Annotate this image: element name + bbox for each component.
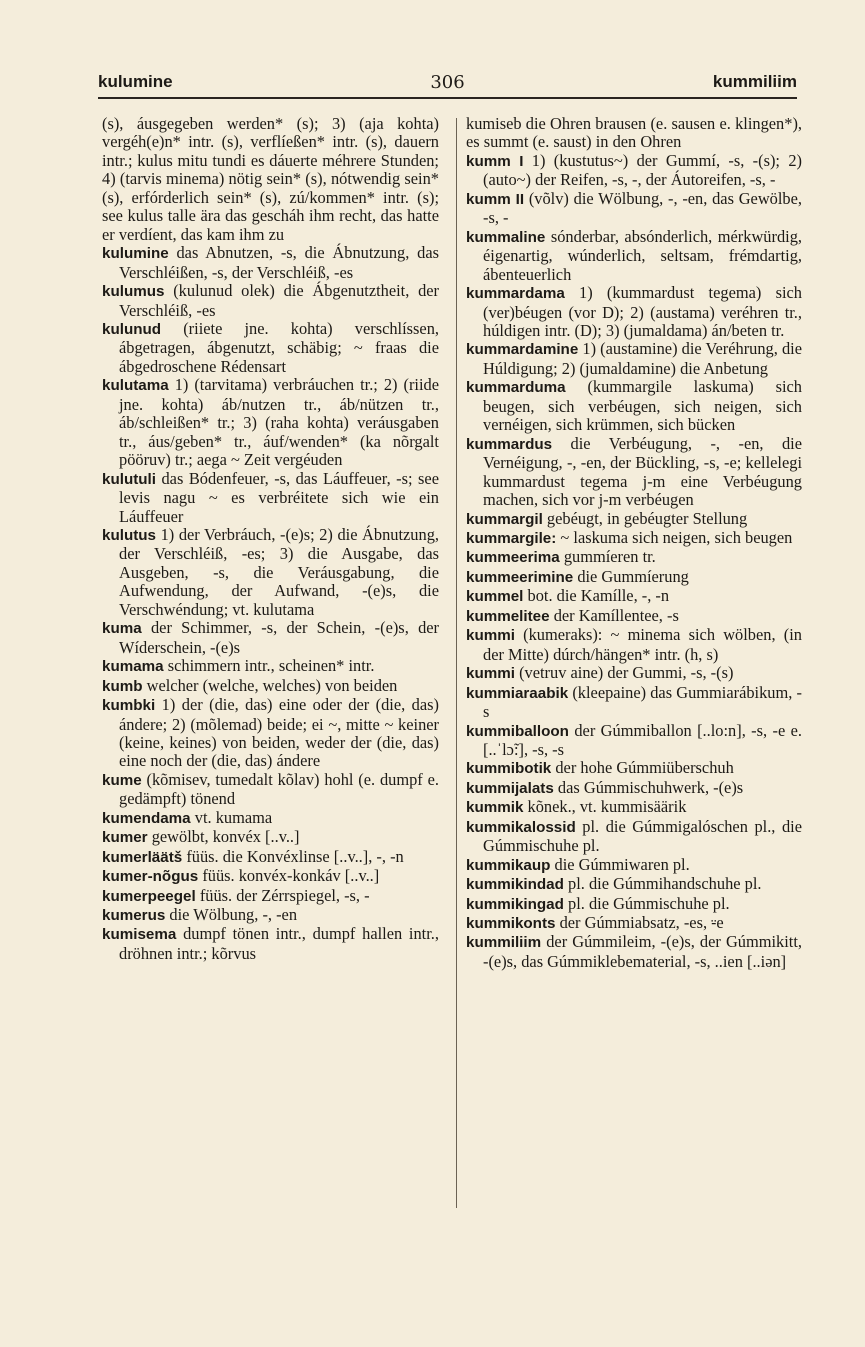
entry-headword: kummaline: [466, 228, 546, 246]
entry-definition: füüs. die Konvéxlinse [..v..], -, -n: [186, 846, 404, 866]
entry-headword: kumbki: [102, 697, 156, 715]
entry-definition: der Gúmmiabsatz, -es, ⸚e: [559, 913, 724, 933]
entry-definition: (kleepaine) das Gummiarábikum, -s: [483, 682, 802, 722]
dictionary-entry: [102, 619, 439, 657]
entry-headword: kulunud: [102, 320, 162, 338]
dictionary-entry: [466, 626, 802, 664]
dictionary-entry: [102, 376, 439, 469]
dictionary-entry: [466, 228, 802, 284]
entry-definition: (vetruv aine) der Gummi, -s, -(s): [519, 663, 734, 683]
entry-definition: ~ laskuma sich neigen, sich beugen: [560, 527, 793, 547]
entry-headword: kulutus: [102, 526, 157, 544]
dictionary-entry: [102, 696, 439, 771]
dictionary-entry: [102, 867, 439, 886]
dictionary-entry: [466, 529, 802, 548]
entry-definition: 1) (kummardust tegema) sich (ver)béugen (vor D); 2) (austama) veréhren tr., húldigen intr. (D); 3) (jumaldama) án/beten tr.: [483, 283, 802, 340]
entry-definition: gebéugt, in gebéugter Stellung: [546, 508, 748, 528]
entry-headword: kulumine: [102, 245, 169, 263]
dictionary-entry: [466, 684, 802, 722]
dictionary-entry: [466, 818, 802, 856]
entry-definition: die Gummíerung: [577, 566, 689, 586]
entry-definition: welcher (welche, welches) von beiden: [146, 675, 398, 695]
dictionary-entry: [466, 587, 802, 606]
entry-definition: der Kamíllentee, -s: [553, 605, 679, 625]
entry-definition: (võlv) die Wölbung, -, -en, das Gewölbe, -s, -: [483, 188, 802, 228]
entry-headword: kulutama: [102, 377, 169, 395]
entry-definition: 1) (tarvitama) verbráuchen tr.; 2) (riide jne. kohta) áb/nutzen tr., áb/nützen tr., áb/schleißen* tr.; 3) (raha kohta) veráusgaben tr., áus/geben* tr., áuf/wenden* (ka nõrgalt pööruv) tr.; aega ~ Zeit vergéuden: [119, 375, 439, 470]
dictionary-entry: [102, 887, 439, 906]
entry-headword: kummargile:: [466, 529, 557, 547]
entry-headword: kumb: [102, 677, 143, 695]
entry-definition: der hohe Gúmmiüberschuh: [555, 758, 734, 778]
right-running-headword: kummiliim: [712, 72, 797, 91]
entry-definition: 1) (austamine) die Veréhrung, die Húldigung; 2) (jumaldamine) die Anbetung: [483, 339, 802, 378]
entry-definition: (riiete jne. kohta) verschlíssen, ábgetragen, ábgenutzt, schäbig; ~ fraas die ábgedroschene Rédensart: [119, 318, 439, 376]
entry-definition: das Bódenfeuer, -s, das Láuffeuer, -s; see levis nagu ~ es verbréitete sich wie ein Láuffeuer: [119, 468, 439, 526]
dictionary-entry: [102, 677, 439, 696]
dictionary-entry: [466, 568, 802, 587]
entry-definition: die Gúmmiwaren pl.: [554, 854, 690, 874]
entry-definition: 1) der (die, das) eine oder der (die, das) ándere; 2) (mõlemad) beide; ei ~, mitte ~ keiner (keine, keines) von beiden, weder der (die, das) eine noch der (die, das) ándere: [119, 695, 439, 771]
dictionary-entry: [466, 152, 802, 190]
entry-headword: kumama: [102, 658, 164, 676]
entry-definition: der Schimmer, -s, der Schein, -(e)s, der Wíderschein, -(e)s: [119, 618, 439, 657]
entry-headword: kulumus: [102, 283, 165, 301]
entry-headword: kumisema: [102, 926, 177, 944]
dictionary-entry: [102, 848, 439, 867]
page-number: 306: [430, 72, 465, 93]
page-header: [98, 72, 797, 98]
dictionary-entry: [466, 340, 802, 378]
entry-definition: pl. die Gúmmihandschuhe pl.: [568, 874, 762, 894]
dictionary-entry: [466, 115, 802, 152]
left-running-headword: kulumine: [98, 72, 173, 91]
entry-definition: bot. die Kamílle, -, -n: [527, 586, 670, 606]
entry-headword: kumerus: [102, 907, 166, 925]
entry-headword: kummiballoon: [466, 722, 569, 740]
entry-headword: kume: [102, 771, 142, 789]
entry-definition: der Gúmmiballon [..lo:n], -s, -e e. [..ˈlɔ̃:], -s, -s: [483, 720, 802, 759]
dictionary-entry: [466, 895, 802, 914]
entry-headword: kummardus: [466, 435, 553, 453]
dictionary-entry: [466, 607, 802, 626]
dictionary-entry: [466, 722, 802, 760]
dictionary-entry: [102, 526, 439, 619]
entry-definition: 1) der Verbráuch, -(e)s; 2) die Ábnutzung, der Verschléiß, -es; 3) die Ausgabe, das Ausgeben, -s, die Veráusgabung, die Aufwendung, der Aufwand, -(e)s, die Verschwéndung; vt. kulutama: [119, 524, 439, 619]
entry-headword: kummargil: [466, 510, 543, 528]
dictionary-entry: [466, 933, 802, 971]
dictionary-entry: [466, 284, 802, 340]
dictionary-entry: [466, 548, 802, 567]
entry-headword: kummikaup: [466, 856, 551, 874]
entry-definition: vt. kumama: [194, 807, 273, 827]
dictionary-entry: [102, 906, 439, 925]
dictionary-entry: [466, 856, 802, 875]
entry-headword: kumm II: [466, 190, 525, 208]
entry-definition: schimmern intr., scheinen* intr.: [167, 656, 375, 676]
dictionary-entry: [102, 244, 439, 282]
dictionary-entry: [102, 657, 439, 676]
entry-headword: kummijalats: [466, 779, 554, 797]
dictionary-entry: [466, 875, 802, 894]
entry-definition: pl. die Gúmmischuhe pl.: [568, 893, 730, 913]
dictionary-entry: [466, 779, 802, 798]
entry-headword: kumerpeegel: [102, 887, 196, 905]
dictionary-entry: [102, 809, 439, 828]
left-column: [102, 115, 439, 963]
dictionary-entry: [102, 320, 439, 376]
dictionary-entry: [102, 115, 439, 244]
dictionary-entry: [102, 828, 439, 847]
entry-headword: kummikingad: [466, 895, 564, 913]
entry-headword: kummardama: [466, 285, 565, 303]
entry-definition: das Gúmmischuhwerk, -(e)s: [557, 777, 744, 797]
entry-headword: kummibotik: [466, 760, 552, 778]
dictionary-entry: [102, 925, 439, 963]
entry-headword: kuma: [102, 620, 142, 638]
entry-definition: füüs. der Zérrspiegel, -s, -: [199, 885, 370, 905]
entry-definition: (kulunud olek) die Ábgenutztheit, der Verschléiß, -es: [119, 281, 439, 320]
dictionary-entry: [466, 759, 802, 778]
entry-headword: kumendama: [102, 809, 191, 827]
entry-headword: kumer-nõgus: [102, 868, 199, 886]
entry-definition: das Abnutzen, -s, die Ábnutzung, das Verschléißen, -s, der Verschléiß, -es: [119, 243, 439, 282]
entry-headword: kummel: [466, 588, 524, 606]
entry-definition: kumiseb die Ohren brausen (e. sausen e. klingen*), es summt (e. saust) in den Ohren: [466, 114, 802, 152]
dictionary-entry: [466, 190, 802, 228]
entry-headword: kummeerima: [466, 549, 560, 567]
entry-headword: kummikonts: [466, 915, 556, 933]
right-column: [466, 115, 802, 971]
entry-headword: kummi: [466, 665, 515, 683]
dictionary-entry: [102, 282, 439, 320]
entry-definition: (kummargile laskuma) sich beugen, sich verbéugen, sich neigen, sich vernéigen, sich krümmen, sich bücken: [483, 377, 802, 435]
dictionary-entry: [466, 664, 802, 683]
entry-definition: 1) (kustutus~) der Gummí, -s, -(s); 2) (auto~) der Reifen, -s, -, der Áutoreifen, -s, -: [483, 150, 802, 190]
dictionary-entry: [466, 378, 802, 434]
entry-definition: pl. die Gúmmigalóschen pl., die Gúmmischuhe pl.: [483, 816, 802, 856]
column-divider: [456, 118, 457, 1208]
dictionary-entry: [102, 771, 439, 809]
entry-definition: die Verbéugung, -, -en, die Vernéigung, -, -en, der Bückling, -s, -e; kellelegi kummardust tegema j-m eine Verbéugung machen, sich vor j-m verbéugen: [483, 433, 802, 510]
entry-definition: die Wölbung, -, -en: [169, 905, 298, 925]
entry-headword: kummarduma: [466, 379, 566, 397]
dictionary-entry: [466, 435, 802, 510]
entry-definition: (s), áusgegeben werden* (s); 3) (aja kohta) vergéh(e)n* intr. (s), verflíeßen* intr. (s), dauern intr.; kulus mitu tundi es dáuerte méhrere Stunden; 4) (tarvis minema) nötig sein* (s), nótwendig sein* (s), erfórderlich sein* (s), zú/kommen* intr. (s); see kulus talle ära das gescháh ihm recht, das hatte er verdíent, das kam ihm zu: [102, 114, 439, 244]
entry-headword: kummikindad: [466, 876, 564, 894]
entry-headword: kumm I: [466, 152, 524, 170]
entry-definition: kõnek., vt. kummisäärik: [527, 797, 687, 817]
entry-headword: kummi: [466, 627, 515, 645]
entry-headword: kummardamine: [466, 341, 579, 359]
entry-headword: kumer: [102, 829, 148, 847]
entry-headword: kummiaraabik: [466, 684, 569, 702]
entry-headword: kummelitee: [466, 607, 550, 625]
entry-headword: kumerläätš: [102, 848, 183, 866]
entry-headword: kummikalossid: [466, 818, 576, 836]
entry-headword: kummeerimine: [466, 568, 574, 586]
dictionary-entry: [102, 470, 439, 526]
entry-definition: gummíeren tr.: [563, 547, 656, 567]
entry-definition: füüs. konvéx-konkáv [..v..]: [202, 866, 380, 886]
entry-definition: gewölbt, konvéx [..v..]: [151, 827, 300, 847]
header-rule: [98, 97, 797, 99]
entry-definition: (kõmisev, tumedalt kõlav) hohl (e. dumpf e. gedämpft) tönend: [119, 769, 439, 809]
entry-definition: dumpf tönen intr., dumpf hallen intr., dröhnen intr.; kõrvus: [119, 924, 439, 963]
entry-definition: (kumeraks): ~ minema sich wölben, (in der Mitte) dúrch/hängen* intr. (h, s): [483, 625, 802, 664]
entry-headword: kulutuli: [102, 470, 156, 488]
entry-definition: sónderbar, absónderlich, mérkwürdig, éigenartig, wúnderlich, seltsam, frémdartig, ábenteuerlich: [483, 226, 802, 284]
dictionary-entry: [466, 914, 802, 933]
entry-headword: kummiliim: [466, 934, 542, 952]
entry-definition: der Gúmmileim, -(e)s, der Gúmmikitt, -(e)s, das Gúmmiklebematerial, -s, ..ien [..iən]: [483, 932, 802, 971]
entry-headword: kummik: [466, 799, 524, 817]
dictionary-entry: [466, 798, 802, 817]
dictionary-entry: [466, 510, 802, 529]
